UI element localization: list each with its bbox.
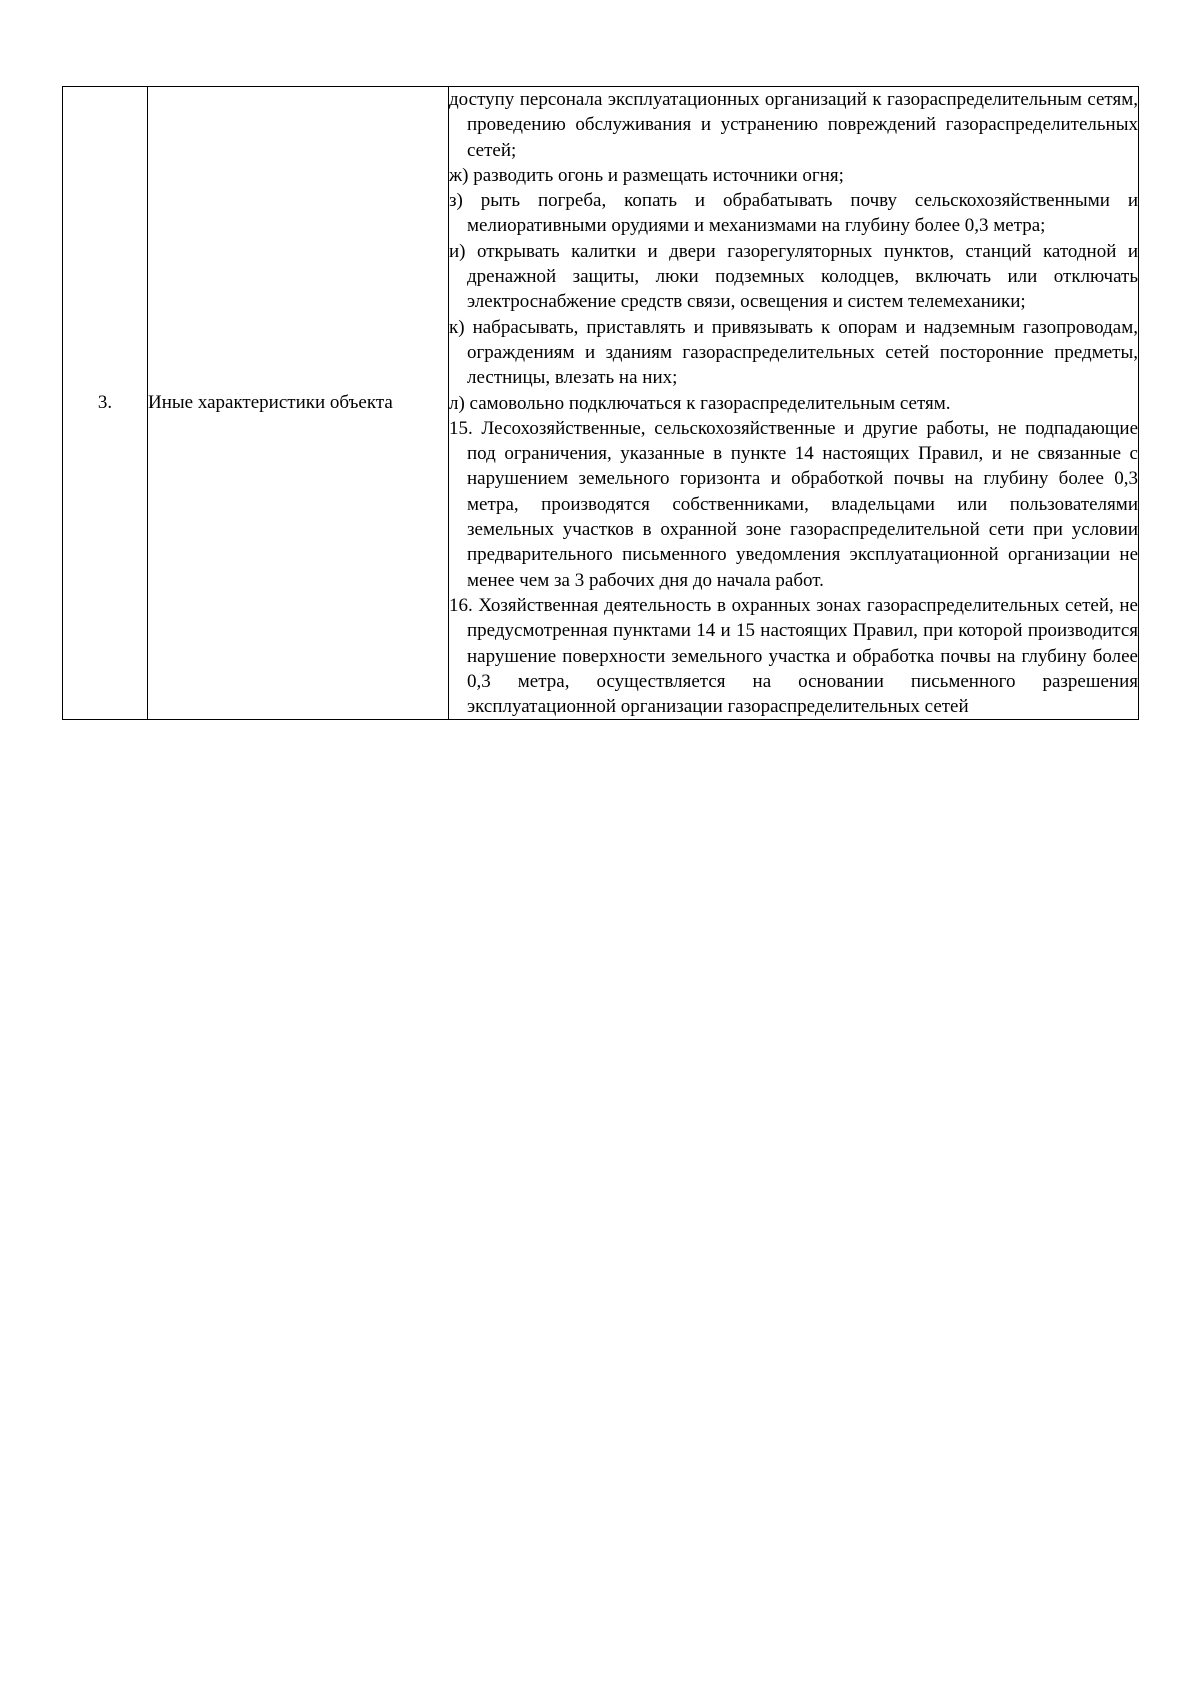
row-name-cell bbox=[148, 87, 449, 720]
content-paragraph: з) рыть погреба, копать и обрабатывать почву сельскохозяйственными и мелиоративными орудиями и механизмами на глубину более 0,3 метра; bbox=[449, 190, 1138, 237]
row-number-cell bbox=[63, 87, 148, 720]
content-paragraph: ж) разводить огонь и размещать источники огня; bbox=[449, 164, 844, 186]
content-paragraph: л) самовольно подключаться к газораспределительным сетям. bbox=[449, 392, 951, 414]
content-paragraph: к) набрасывать, приставлять и привязывать к опорам и надземным газопроводам, ограждениям и зданиям газораспределительных сетей посторонние предметы, лестницы, влезать на них; bbox=[449, 316, 1138, 389]
row-number: 3. bbox=[97, 392, 113, 414]
content-paragraph: и) открывать калитки и двери газорегуляторных пунктов, станций катодной и дренажной защиты, люки подземных колодцев, включать или отключать электроснабжение средств связи, освещения и систем телемеханики; bbox=[449, 240, 1138, 313]
table-row bbox=[63, 87, 1139, 720]
characteristics-table bbox=[62, 86, 1139, 720]
content-paragraph: 16. Хозяйственная деятельность в охранных зонах газораспределительных сетей, не предусмотренная пунктами 14 и 15 настоящих Правил, при которой производится нарушение поверхности земельного участка и обработка почвы на глубину более 0,3 метра, осуществляется на основании письменного разрешения эксплуатационной организации газораспределительных сетей bbox=[449, 594, 1138, 718]
row-content-cell bbox=[449, 87, 1139, 720]
row-name: Иные характеристики объекта bbox=[148, 392, 393, 414]
content-paragraph: доступу персонала эксплуатационных организаций к газораспределительным сетям, проведению обслуживания и устранению повреждений газораспределительных сетей; bbox=[449, 89, 1138, 161]
content-paragraph: 15. Лесохозяйственные, сельскохозяйственные и другие работы, не подпадающие под ограничения, указанные в пункте 14 настоящих Правил, и не связанные с нарушением земельного горизонта и обработкой почвы на глубину более 0,3 метра, производятся собственниками, владельцами или пользователями земельных участков в охранной зоне газораспределительной сети при условии предварительного письменного уведомления эксплуатационной организации не менее чем за 3 рабочих дня до начала работ. bbox=[449, 417, 1138, 591]
